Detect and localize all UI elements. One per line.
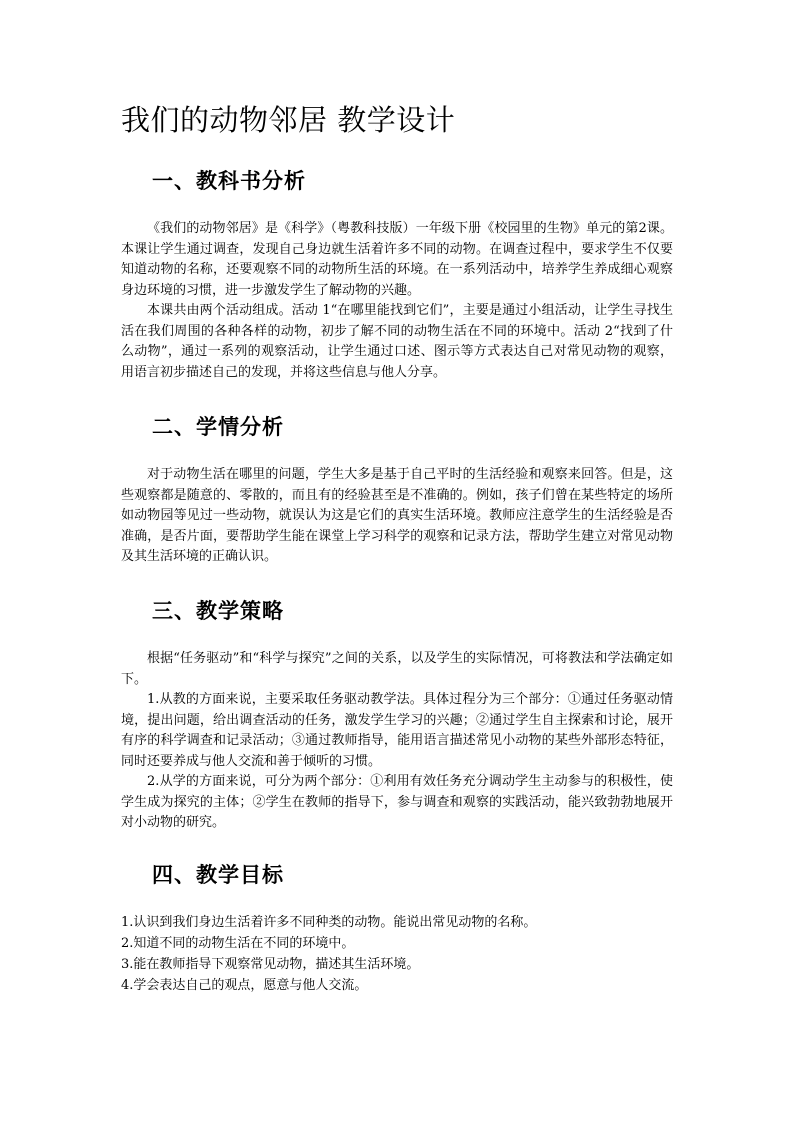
paragraph: 2.从学的方面来说，可分为两个部分：①利用有效任务充分调动学生主动参与的积极性，使学生成为探究的主体；②学生在教师的指导下，参与调查和观察的实践活动，能兴致勃勃地展开对小动物的研究。 (121, 774, 673, 830)
paragraph: 1.从教的方面来说，主要采取任务驱动教学法。具体过程分为三个部分：①通过任务驱动情境，提出问题，给出调查活动的任务，激发学生学习的兴趣；②通过学生自主探索和讨论，展开有序的科学调查和记录活动；③通过教师指导，能用语言描述常见小动物的某些外部形态特征，同时还要养成与他人交流和善于倾听的习惯。 (121, 692, 673, 769)
objective-item: 3.能在教师指导下观察常见动物，描述其生活环境。 (121, 957, 420, 972)
objective-item: 4.学会表达自己的观点，愿意与他人交流。 (121, 978, 368, 993)
document-title: 我们的动物邻居 教学设计 (121, 103, 456, 137)
section-heading-teaching-objectives: 四、教学目标 (152, 862, 284, 887)
section-heading-textbook-analysis: 一、教科书分析 (152, 168, 306, 193)
section-heading-learner-analysis: 二、学情分析 (152, 414, 284, 439)
paragraph: 对于动物生活在哪里的问题，学生大多是基于自己平时的生活经验和观察来回答。但是，这些观察都是随意的、零散的，而且有的经验甚至是不准确的。例如，孩子们曾在某些特定的场所如动物园等见过一些动物，就误认为这是它们的真实生活环境。教师应注意学生的生活经验是否准确，是否片面，要帮助学生能在课堂上学习科学的观察和记录方法，帮助学生建立对常见动物及其生活环境的正确认识。 (121, 467, 673, 564)
paragraph: 本课共由两个活动组成。活动 1“在哪里能找到它们”，主要是通过小组活动，让学生寻找生活在我们周围的各种各样的动物，初步了解不同的动物生活在不同的环境中。活动 2“找到了什么动物”，通过一系列的观察活动，让学生通过口述、图示等方式表达自己对常见动物的观察，用语言初步描述自己的发现，并将这些信息与他人分享。 (121, 303, 673, 380)
paragraph: 根据“任务驱动”和“科学与探究”之间的关系，以及学生的实际情况，可将教法和学法确定如下。 (121, 651, 673, 687)
objective-item: 1.认识到我们身边生活着许多不同种类的动物。能说出常见动物的名称。 (121, 915, 537, 930)
paragraph: 《我们的动物邻居》是《科学》（粤教科技版）一年级下册《校园里的生物》单元的第2课。本课让学生通过调查，发现自己身边就生活着许多不同的动物。在调查过程中，要求学生不仅要知道动物的名称，还要观察不同的动物所生活的环境。在一系列活动中，培养学生养成细心观察身边环境的习惯，进一步激发学生了解动物的兴趣。 (121, 221, 673, 298)
objective-item: 2.知道不同的动物生活在不同的环境中。 (121, 936, 355, 951)
section-heading-teaching-strategy: 三、教学策略 (152, 598, 284, 623)
